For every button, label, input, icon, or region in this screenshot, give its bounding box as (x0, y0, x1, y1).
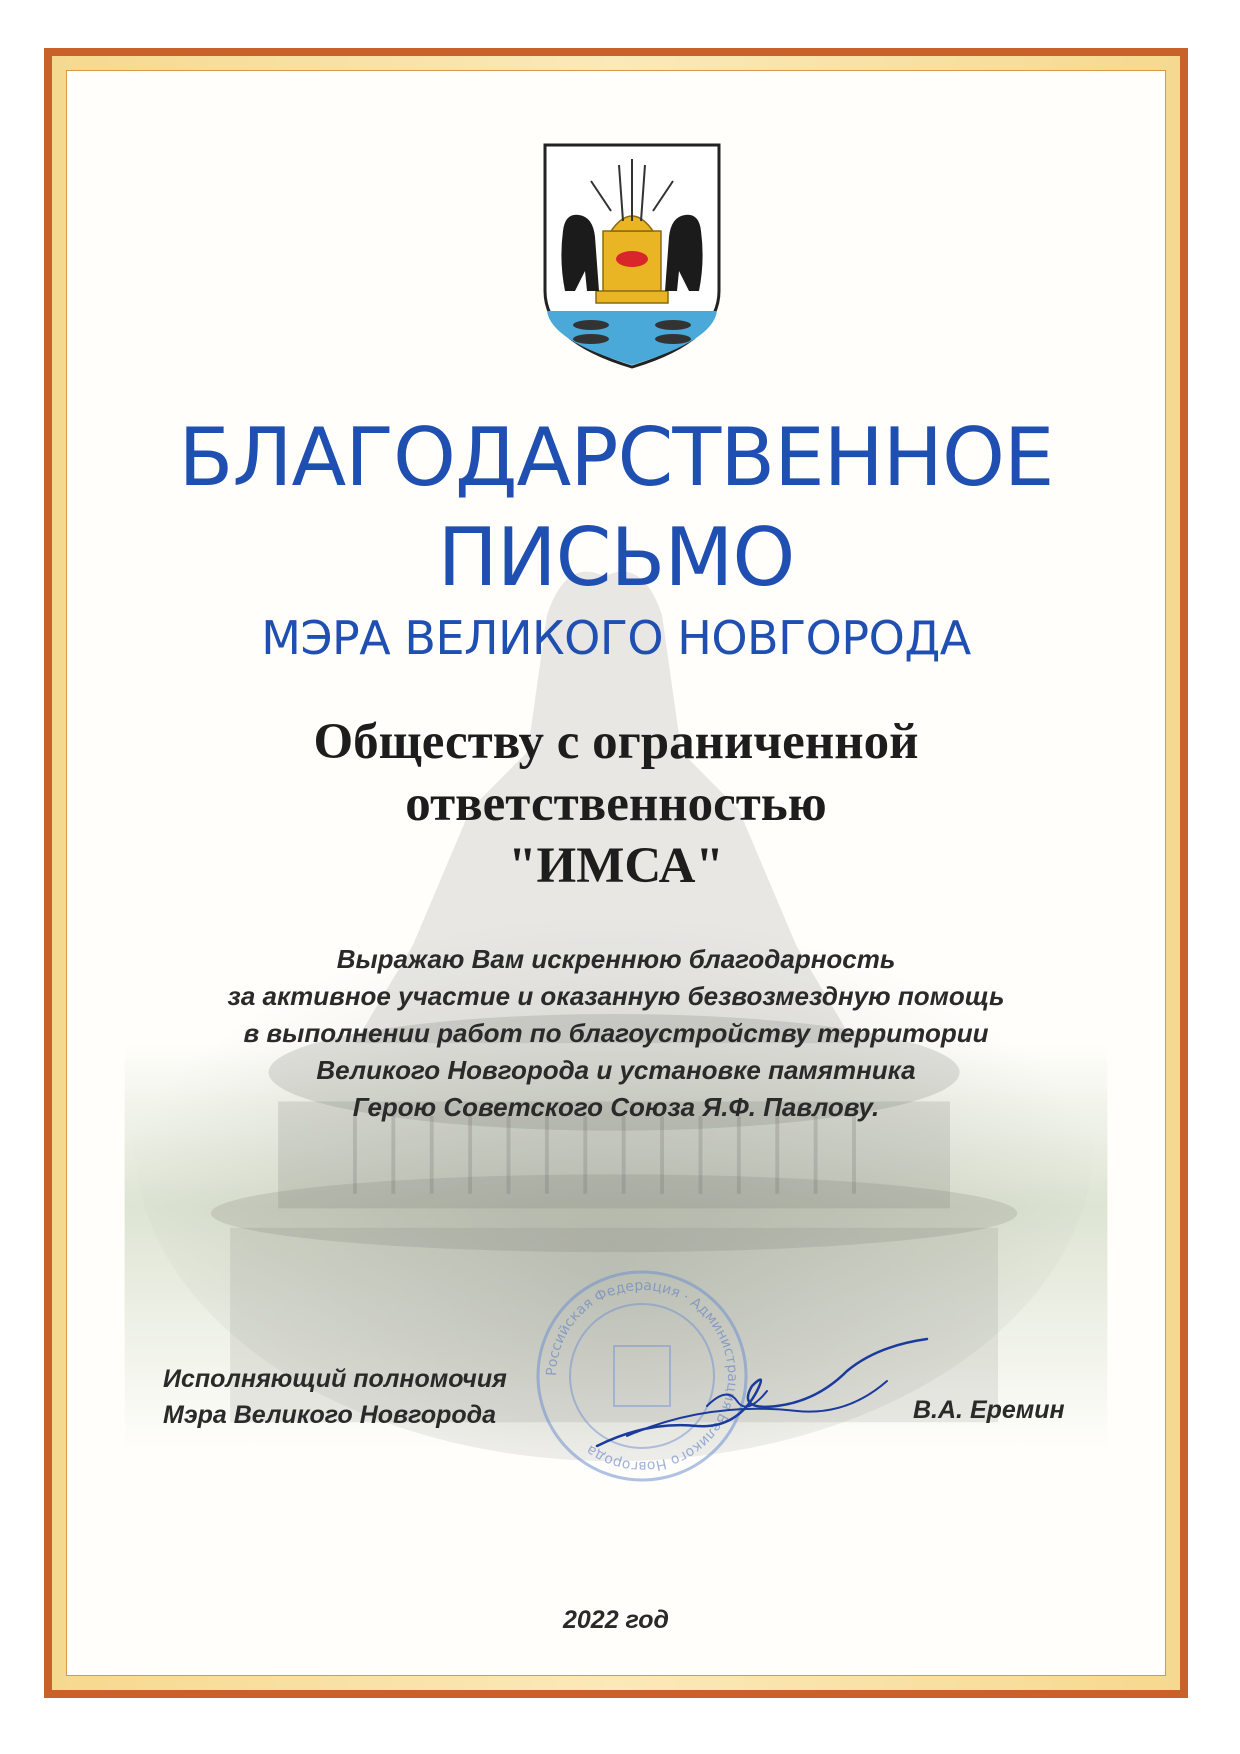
message-line: за активное участие и оказанную безвозмездную помощь (227, 981, 1005, 1011)
signatory-name: В.А. Еремин (913, 1396, 1065, 1424)
certificate-frame (44, 48, 1188, 1698)
handwritten-signature (587, 1331, 937, 1461)
message-line: Великого Новгорода и установке памятника (316, 1055, 916, 1085)
message-line: в выполнении работ по благоустройству территории (243, 1018, 989, 1048)
gratitude-message (67, 941, 1165, 1126)
document-subtitle: МЭРА ВЕЛИКОГО НОВГОРОДА (261, 611, 971, 665)
recipient-company-name: "ИМСА" (508, 838, 724, 894)
recipient-line2: ответственностью (405, 776, 827, 832)
document-year: 2022 год (562, 1606, 669, 1634)
signatory-position-line2: Мэра Великого Новгорода (163, 1401, 497, 1429)
signatory-position (163, 1361, 507, 1433)
signatory-position-line1: Исполняющий полномочия (163, 1365, 507, 1393)
message-line: Выражаю Вам искреннюю благодарность (336, 944, 896, 974)
message-line: Герою Советского Союза Я.Ф. Павлову. (352, 1092, 880, 1122)
document-title-line2: ПИСЬМО (437, 511, 795, 604)
recipient-line1: Обществу с ограниченной (313, 714, 919, 770)
novgorod-coat-of-arms-icon (541, 141, 723, 371)
seal-text: Российская Федерация · Администрация Великого Новгорода (543, 1277, 741, 1475)
frame-gold-border (52, 56, 1180, 1690)
certificate-paper (66, 70, 1166, 1676)
document-title-line1: БЛАГОДАРСТВЕННОЕ (178, 411, 1054, 504)
